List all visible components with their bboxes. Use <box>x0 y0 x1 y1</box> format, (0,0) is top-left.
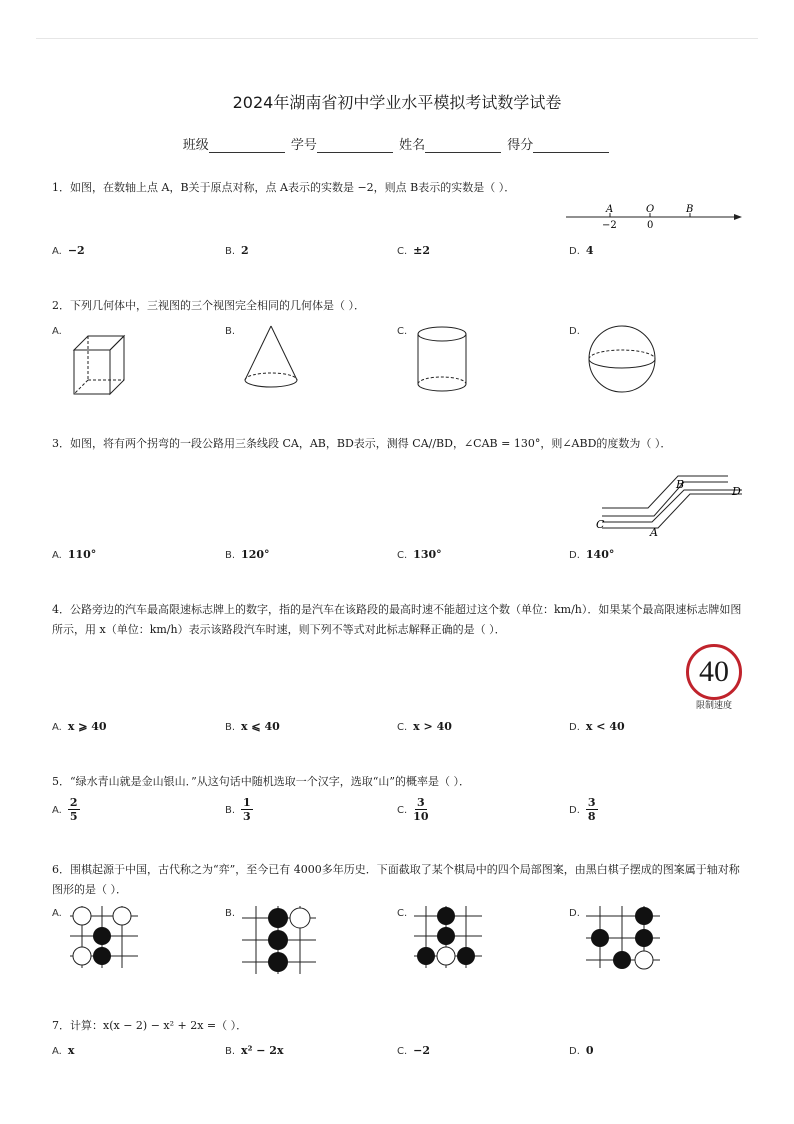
q1-option-b[interactable]: B. 2 <box>225 244 249 257</box>
q7-stem: 7．计算：x(x − 2) − x² + 2x =（ ）． <box>52 1019 248 1032</box>
class-blank[interactable] <box>209 138 285 153</box>
q5-option-c[interactable]: C. $\frac{3}{10}$ <box>397 796 429 823</box>
q3-point-c-label: C <box>596 518 605 531</box>
q2-sphere-figure <box>586 322 658 396</box>
q1-tick-minus2: −2 <box>602 220 617 231</box>
student-info-line <box>0 134 794 153</box>
q3-option-b[interactable]: B. 120° <box>225 548 270 561</box>
q1-stem: 1．如图，在数轴上点 A，B关于原点对称，点 A表示的实数是 −2，则点 B表示的实数是（ ）． <box>52 181 516 194</box>
q5-stem: 5．“绿水青山就是金山银山．”从这句话中随机选取一个汉字，选取“山”的概率是（ ）． <box>52 775 470 788</box>
score-blank[interactable] <box>533 138 609 153</box>
q2-option-c[interactable]: C. <box>397 326 408 337</box>
name-blank[interactable] <box>425 138 501 153</box>
q2-cylinder-figure <box>414 324 470 396</box>
q7-option-d[interactable]: D. 0 <box>569 1044 594 1057</box>
speed-limit-caption: 限制速度 <box>695 701 732 711</box>
q3-point-d-label: D <box>732 485 741 498</box>
q3-option-c[interactable]: C. 130° <box>397 548 442 561</box>
page-title: 2024年湖南省初中学业水平模拟考试数学试卷 <box>232 93 562 112</box>
q2-cube-figure <box>68 330 132 398</box>
q1-number-line-figure <box>562 200 746 232</box>
q2-option-b[interactable]: B. <box>225 326 236 337</box>
q4-option-a[interactable]: A. x ⩾ 40 <box>52 720 107 733</box>
q3-stem: 3．如图，将有两个拐弯的一段公路用三条线段 CA，AB，BD表示，测得 CA//BD，∠CAB = 130°，则∠ABD的度数为（ ）． <box>52 437 672 450</box>
q6-go-pattern-b <box>240 904 318 976</box>
q6-stem: 6．围棋起源于中国，古代称之为“弈”，至今已有 4000多年历史．下面截取了某个棋局中的四个局部图案，由黑白棋子摆成的图案属于轴对称图形的是（ ）． <box>52 863 740 896</box>
score-label: 得分 <box>507 138 534 153</box>
q4-option-b[interactable]: B. x ⩽ 40 <box>225 720 280 733</box>
q2-option-a[interactable]: A. <box>52 326 62 337</box>
class-label: 班级 <box>182 138 209 153</box>
q1-option-a[interactable]: A. −2 <box>52 244 85 257</box>
q2-option-d[interactable]: D. <box>569 326 580 337</box>
q4-option-d[interactable]: D. x < 40 <box>569 720 625 733</box>
q1-point-a-label: A <box>606 204 614 215</box>
q5-option-b[interactable]: B. $\frac{1}{3}$ <box>225 796 251 823</box>
q4-stem: 4．公路旁边的汽车最高限速标志牌上的数字，指的是汽车在该路段的最高时速不能超过这个数（单位：km/h）．如果某个最高限速标志牌如图所示，用 x（单位：km/h）表示该路段汽车时速，则下列不等式对此标志解释正确的是（ ）． <box>52 603 742 636</box>
q1-tick-zero: 0 <box>647 220 654 231</box>
number-blank[interactable] <box>317 138 393 153</box>
q1-origin-label: O <box>646 204 655 215</box>
q2-cone-figure <box>238 322 304 394</box>
q3-option-d[interactable]: D. 140° <box>569 548 615 561</box>
top-rule <box>36 38 758 39</box>
q3-road-figure <box>592 470 746 540</box>
q7-option-b[interactable]: B. x² − 2x <box>225 1044 284 1057</box>
q6-option-a[interactable]: A. <box>52 908 62 919</box>
q5-option-a[interactable]: A. $\frac{2}{5}$ <box>52 796 78 823</box>
q6-go-pattern-d <box>584 904 662 970</box>
q6-go-pattern-a <box>68 904 140 970</box>
q7-option-c[interactable]: C. −2 <box>397 1044 431 1057</box>
q1-point-b-label: B <box>686 204 694 215</box>
q2-stem: 2．下列几何体中，三视图的三个视图完全相同的几何体是（ ）． <box>52 299 365 312</box>
q4-option-c[interactable]: C. x > 40 <box>397 720 452 733</box>
q5-option-d[interactable]: D. $\frac{3}{8}$ <box>569 796 596 823</box>
q6-option-d[interactable]: D. <box>569 908 580 919</box>
q3-point-a-label: A <box>650 526 658 539</box>
q3-point-b-label: B <box>676 478 685 491</box>
q6-option-c[interactable]: C. <box>397 908 408 919</box>
name-label: 姓名 <box>399 138 426 153</box>
q1-option-c[interactable]: C. ±2 <box>397 244 431 257</box>
q7-option-a[interactable]: A. x <box>52 1044 75 1057</box>
q3-option-a[interactable]: A. 110° <box>52 548 97 561</box>
number-label: 学号 <box>290 138 317 153</box>
q6-option-b[interactable]: B. <box>225 908 236 919</box>
q6-go-pattern-c <box>412 904 484 970</box>
speed-limit-sign: 40 <box>686 644 742 700</box>
q1-option-d[interactable]: D. 4 <box>569 244 594 257</box>
